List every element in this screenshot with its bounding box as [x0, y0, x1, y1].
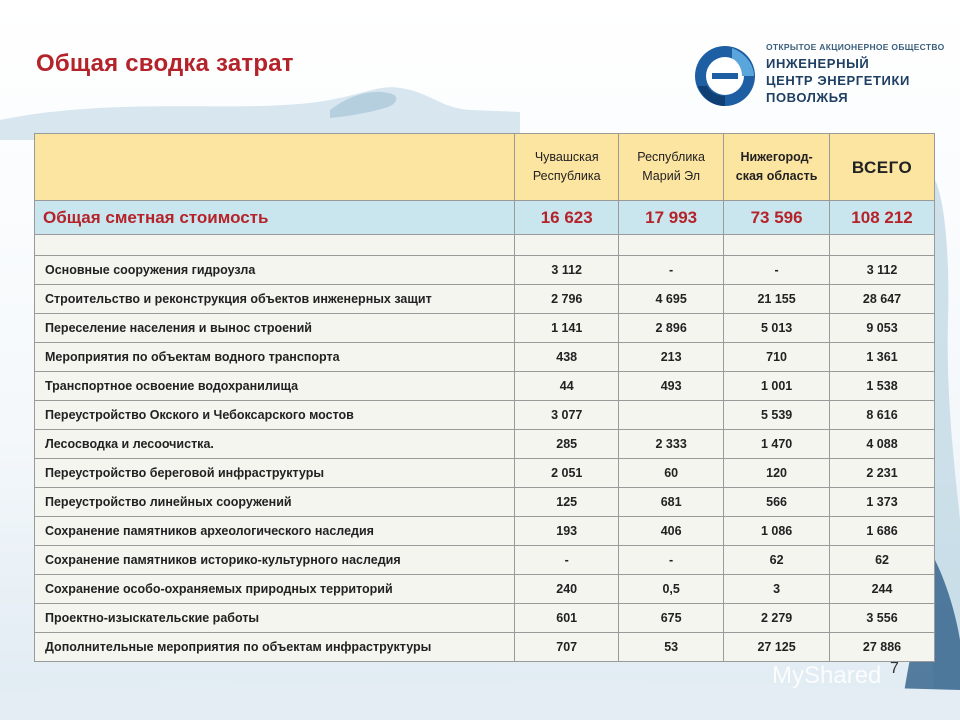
row-value-3: 21 155: [724, 285, 830, 314]
header-nizhny-novgorod: Нижегород-ская область: [724, 134, 830, 201]
table-row: [35, 546, 935, 575]
summary-row: [35, 201, 935, 235]
row-value-4: 3 112: [830, 256, 935, 285]
row-value-4: 4 088: [830, 430, 935, 459]
row-value-2: 0,5: [619, 575, 724, 604]
table-row: [35, 401, 935, 430]
row-value-4: 27 886: [830, 633, 935, 662]
table-row: [35, 314, 935, 343]
row-value-4: 1 686: [830, 517, 935, 546]
summary-value-4: 108 212: [830, 201, 935, 235]
table-row: [35, 372, 935, 401]
row-value-2: 2 896: [619, 314, 724, 343]
row-value-4: 62: [830, 546, 935, 575]
logo-line-1: ИНЖЕНЕРНЫЙ: [766, 56, 870, 71]
header-empty-cell: [35, 134, 515, 201]
row-value-2: [619, 401, 724, 430]
cost-summary-table: [34, 133, 935, 662]
row-value-1: -: [515, 546, 619, 575]
row-value-4: 1 373: [830, 488, 935, 517]
blank-cell: [619, 235, 724, 256]
row-value-3: 62: [724, 546, 830, 575]
row-value-1: 125: [515, 488, 619, 517]
row-value-2: -: [619, 256, 724, 285]
company-logo: [692, 38, 945, 120]
row-value-1: 193: [515, 517, 619, 546]
logo-line-3: ПОВОЛЖЬЯ: [766, 90, 849, 105]
row-label: Основные сооружения гидроузла: [35, 256, 515, 285]
logo-line-2: ЦЕНТР ЭНЕРГЕТИКИ: [766, 73, 910, 88]
row-value-1: 707: [515, 633, 619, 662]
row-label: Переустройство Окского и Чебоксарского мостов: [35, 401, 515, 430]
row-value-2: 681: [619, 488, 724, 517]
logo-org-type: ОТКРЫТОЕ АКЦИОНЕРНОЕ ОБЩЕСТВО: [766, 42, 945, 52]
row-value-3: -: [724, 256, 830, 285]
page-title: Общая сводка затрат: [36, 50, 294, 77]
row-value-3: 2 279: [724, 604, 830, 633]
row-value-4: 28 647: [830, 285, 935, 314]
row-value-4: 244: [830, 575, 935, 604]
table-row: [35, 488, 935, 517]
row-value-1: 3 112: [515, 256, 619, 285]
blank-row: [35, 235, 935, 256]
row-label: Сохранение памятников археологического наследия: [35, 517, 515, 546]
row-value-3: 27 125: [724, 633, 830, 662]
row-label: Проектно-изыскательские работы: [35, 604, 515, 633]
table-row: [35, 633, 935, 662]
summary-value-2: 17 993: [619, 201, 724, 235]
cost-rows: [35, 256, 935, 662]
row-value-1: 438: [515, 343, 619, 372]
row-value-2: 493: [619, 372, 724, 401]
row-value-3: 710: [724, 343, 830, 372]
table-row: [35, 430, 935, 459]
row-value-4: 3 556: [830, 604, 935, 633]
row-value-3: 120: [724, 459, 830, 488]
row-value-1: 240: [515, 575, 619, 604]
blank-cell: [724, 235, 830, 256]
row-label: Транспортное освоение водохранилища: [35, 372, 515, 401]
table-row: [35, 285, 935, 314]
row-label: Переустройство линейных сооружений: [35, 488, 515, 517]
table-row: [35, 343, 935, 372]
row-value-3: 566: [724, 488, 830, 517]
row-label: Сохранение памятников историко-культурного наследия: [35, 546, 515, 575]
row-value-4: 1 361: [830, 343, 935, 372]
row-value-4: 8 616: [830, 401, 935, 430]
row-value-3: 1 086: [724, 517, 830, 546]
table-row: [35, 256, 935, 285]
summary-value-3: 73 596: [724, 201, 830, 235]
logo-emblem-icon: [692, 40, 758, 110]
row-value-3: 3: [724, 575, 830, 604]
table-row: [35, 604, 935, 633]
table-row: [35, 459, 935, 488]
row-value-3: 1 001: [724, 372, 830, 401]
blank-cell: [515, 235, 619, 256]
header-total: ВСЕГО: [830, 134, 935, 201]
page-number: 7: [890, 660, 899, 677]
header-mari-el: Республика Марий Эл: [619, 134, 724, 201]
row-value-2: 60: [619, 459, 724, 488]
row-value-1: 601: [515, 604, 619, 633]
row-value-2: 4 695: [619, 285, 724, 314]
row-label: Лесосводка и лесоочистка.: [35, 430, 515, 459]
row-value-1: 285: [515, 430, 619, 459]
row-value-3: 5 539: [724, 401, 830, 430]
header-chuvash: Чувашская Республика: [515, 134, 619, 201]
row-label: Сохранение особо-охраняемых природных территорий: [35, 575, 515, 604]
row-label: Переселение населения и вынос строений: [35, 314, 515, 343]
summary-value-1: 16 623: [515, 201, 619, 235]
row-label: Дополнительные мероприятия по объектам инфраструктуры: [35, 633, 515, 662]
row-value-4: 1 538: [830, 372, 935, 401]
row-label: Строительство и реконструкция объектов инженерных защит: [35, 285, 515, 314]
row-value-3: 5 013: [724, 314, 830, 343]
row-value-2: 53: [619, 633, 724, 662]
table-row: [35, 575, 935, 604]
row-value-1: 1 141: [515, 314, 619, 343]
row-value-4: 9 053: [830, 314, 935, 343]
row-value-2: 675: [619, 604, 724, 633]
row-value-2: 406: [619, 517, 724, 546]
row-value-1: 3 077: [515, 401, 619, 430]
row-value-1: 44: [515, 372, 619, 401]
blank-cell: [830, 235, 935, 256]
blank-cell: [35, 235, 515, 256]
table-header-row: [35, 134, 935, 201]
watermark: MyShared: [772, 662, 882, 689]
row-value-1: 2 051: [515, 459, 619, 488]
summary-label: Общая сметная стоимость: [35, 201, 515, 235]
row-value-2: 213: [619, 343, 724, 372]
row-value-1: 2 796: [515, 285, 619, 314]
row-value-3: 1 470: [724, 430, 830, 459]
row-value-2: 2 333: [619, 430, 724, 459]
row-value-2: -: [619, 546, 724, 575]
row-value-4: 2 231: [830, 459, 935, 488]
row-label: Мероприятия по объектам водного транспорта: [35, 343, 515, 372]
table-row: [35, 517, 935, 546]
row-label: Переустройство береговой инфраструктуры: [35, 459, 515, 488]
